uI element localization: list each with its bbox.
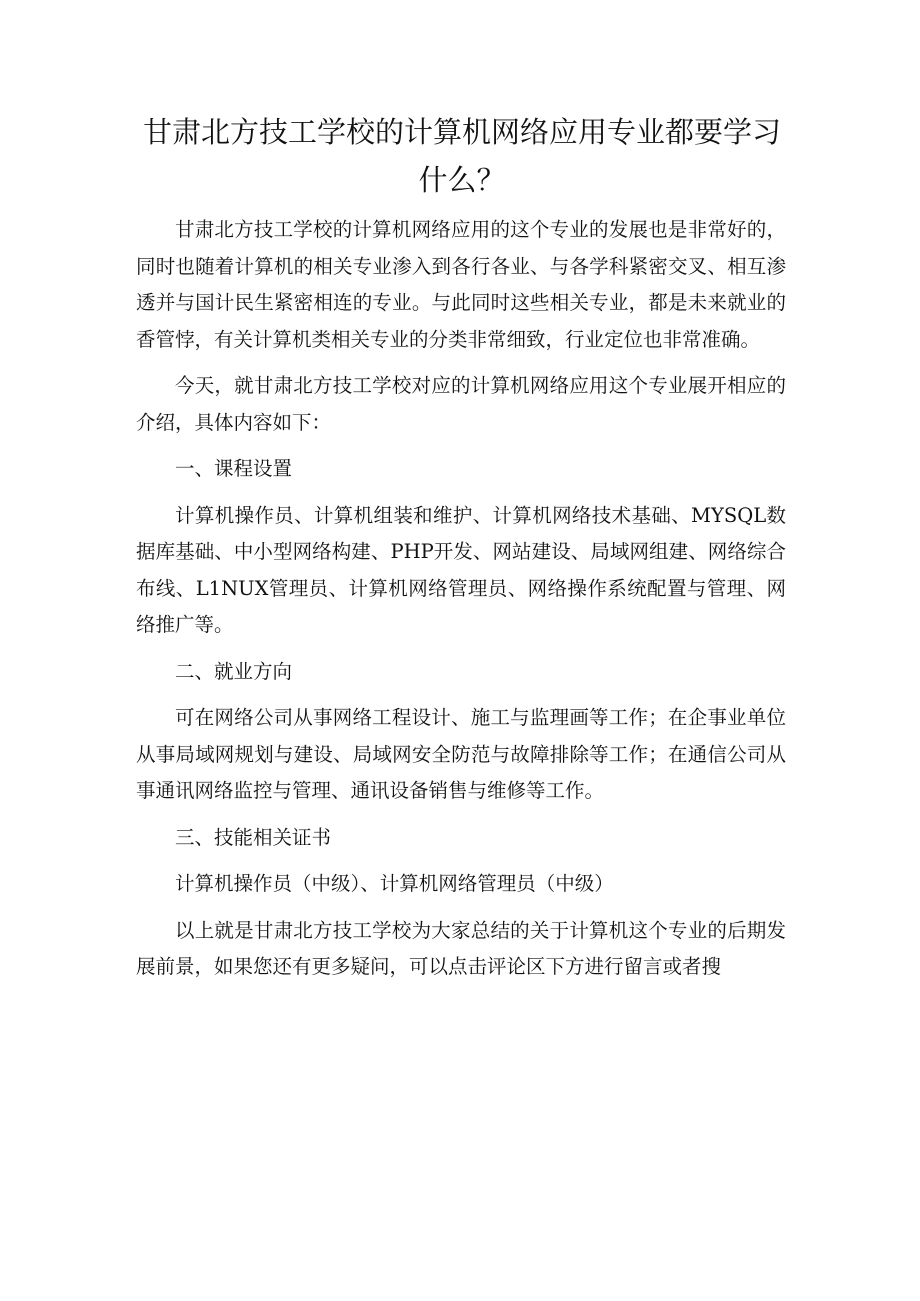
paragraph-conclusion: 以上就是甘肃北方技工学校为大家总结的关于计算机这个专业的后期发展前景，如果您还有更多疑问，可以点击评论区下方进行留言或者搜 xyxy=(136,918,786,978)
section-heading-certificates: 三、技能相关证书 xyxy=(175,825,332,849)
paragraph-overview: 今天，就甘肃北方技工学校对应的计算机网络应用这个专业展开相应的介绍，具体内容如下： xyxy=(136,374,786,434)
section-heading-careers: 二、就业方向 xyxy=(175,659,293,683)
paragraph-careers: 可在网络公司从事网络工程设计、施工与监理画等工作；在企事业单位从事局域网规划与建设、局域网安全防范与故障排除等工作；在通信公司从事通讯网络监控与管理、通讯设备销售与维修等工作。 xyxy=(136,706,786,802)
paragraph-certificates: 计算机操作员（中级）、计算机网络管理员（中级） xyxy=(175,872,614,895)
paragraph-courses: 计算机操作员、计算机组装和维护、计算机网络技术基础、MYSQL数据库基础、中小型网络构建、PHP开发、网站建设、局域网组建、网络综合布线、L1NUX管理员、计算机网络管理员、网络操作系统配置与管理、网络推广等。 xyxy=(136,503,786,636)
paragraph-intro: 甘肃北方技工学校的计算机网络应用的这个专业的发展也是非常好的，同时也随着计算机的相关专业渗入到各行各业、与各学科紧密交叉、相互渗透并与国计民生紧密相连的专业。与此同时这些相关专业，都是未来就业的香管悖，有关计算机类相关专业的分类非常细致，行业定位也非常准确。 xyxy=(136,218,786,351)
section-heading-courses: 一、课程设置 xyxy=(175,457,293,480)
document-title: 甘肃北方技工学校的计算机网络应用专业都要学习什么？ xyxy=(142,115,781,197)
document-body xyxy=(136,212,786,996)
